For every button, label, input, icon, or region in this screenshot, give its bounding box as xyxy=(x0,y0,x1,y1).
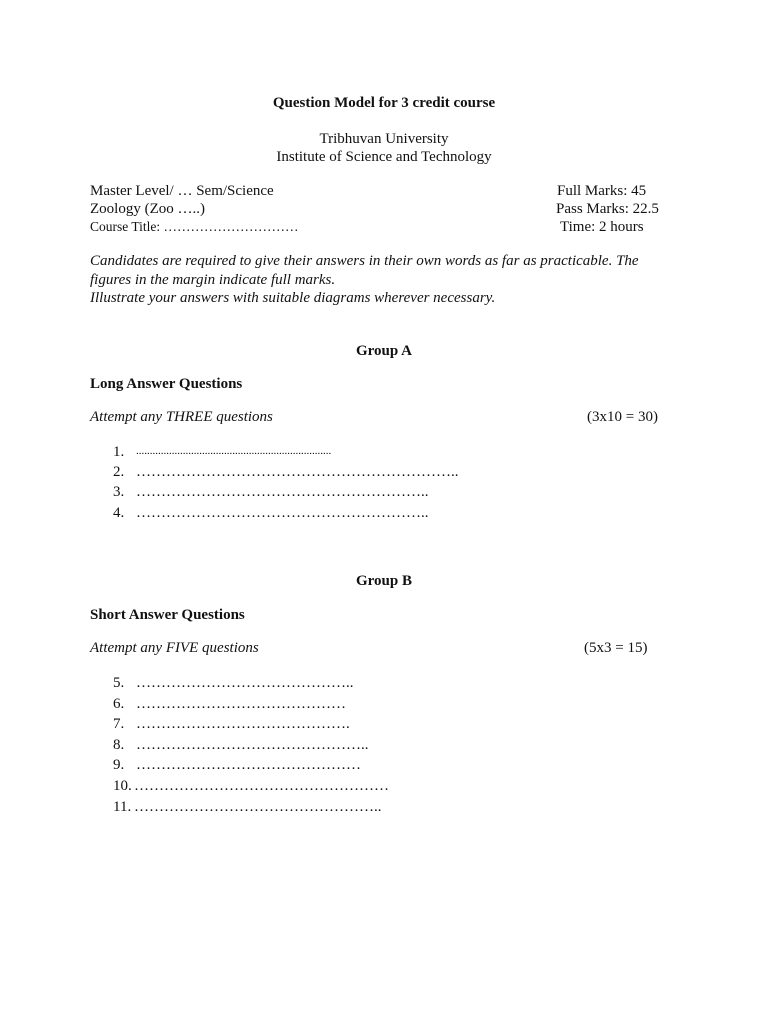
question-item xyxy=(113,462,459,483)
instruction-line: Illustrate your answers with suitable diagrams wherever necessary. xyxy=(90,290,496,306)
question-placeholder: ………………………………………….. xyxy=(134,798,382,815)
question-item xyxy=(113,694,389,715)
question-item xyxy=(113,714,389,735)
question-number: 3. xyxy=(113,484,125,501)
document-title: Question Model for 3 credit course xyxy=(272,95,496,111)
question-number: 8. xyxy=(113,736,125,753)
group-b-marks: (5x3 = 15) xyxy=(584,640,648,656)
group-b-question-list xyxy=(113,673,389,817)
question-placeholder: …………………………………….. xyxy=(136,675,354,691)
question-number: 10. xyxy=(113,777,132,794)
instructions xyxy=(90,252,670,308)
short-answer-heading: Short Answer Questions xyxy=(90,607,245,623)
group-b-heading: Group B xyxy=(356,573,412,589)
question-placeholder: ………………………………………………….. xyxy=(136,484,429,501)
pass-marks: Pass Marks: 22.5 xyxy=(556,201,659,217)
question-placeholder: ……………………………………….. xyxy=(136,736,369,753)
question-item xyxy=(113,735,389,756)
group-b-attempt: Attempt any FIVE questions xyxy=(90,640,259,656)
group-a-question-list xyxy=(113,441,459,523)
question-number: 2. xyxy=(113,463,125,480)
group-a-attempt: Attempt any THREE questions xyxy=(90,409,273,425)
question-number: 9. xyxy=(113,757,125,774)
question-placeholder: …………………………………………… xyxy=(134,777,389,794)
question-placeholder: ....................................................................... xyxy=(136,445,332,457)
question-placeholder: ……………………………………………………….. xyxy=(136,463,459,480)
question-number: 11. xyxy=(113,798,132,815)
question-item xyxy=(113,482,459,503)
subject-info: Zoology (Zoo …..) xyxy=(90,201,205,217)
institute-name: Institute of Science and Technology xyxy=(276,149,492,165)
question-placeholder: ……………………………………… xyxy=(136,757,361,774)
question-number: 6. xyxy=(113,695,125,712)
question-number: 4. xyxy=(113,504,125,521)
question-placeholder: …………………………………… xyxy=(136,695,346,712)
instruction-line: figures in the margin indicate full marks. xyxy=(90,271,336,288)
question-item xyxy=(113,797,389,818)
course-title: Course Title: ………………………… xyxy=(90,219,299,234)
question-placeholder: ……………………………………. xyxy=(136,716,350,733)
group-a-marks: (3x10 = 30) xyxy=(587,409,658,425)
question-item xyxy=(113,755,389,776)
full-marks: Full Marks: 45 xyxy=(557,183,647,199)
exam-time: Time: 2 hours xyxy=(560,219,644,235)
level-info: Master Level/ … Sem/Science xyxy=(90,183,274,199)
instruction-line: Candidates are required to give their answers in their own words as far as practicable. The xyxy=(90,253,639,269)
question-item xyxy=(113,673,389,694)
long-answer-heading: Long Answer Questions xyxy=(90,376,243,392)
group-a-heading: Group A xyxy=(356,343,412,359)
question-item xyxy=(113,503,459,524)
question-number: 1. xyxy=(113,444,125,460)
question-item xyxy=(113,776,389,797)
question-item xyxy=(113,441,459,462)
university-name: Tribhuvan University xyxy=(319,131,449,147)
question-placeholder: ………………………………………………….. xyxy=(136,504,429,521)
question-number: 5. xyxy=(113,675,125,691)
question-number: 7. xyxy=(113,716,125,733)
